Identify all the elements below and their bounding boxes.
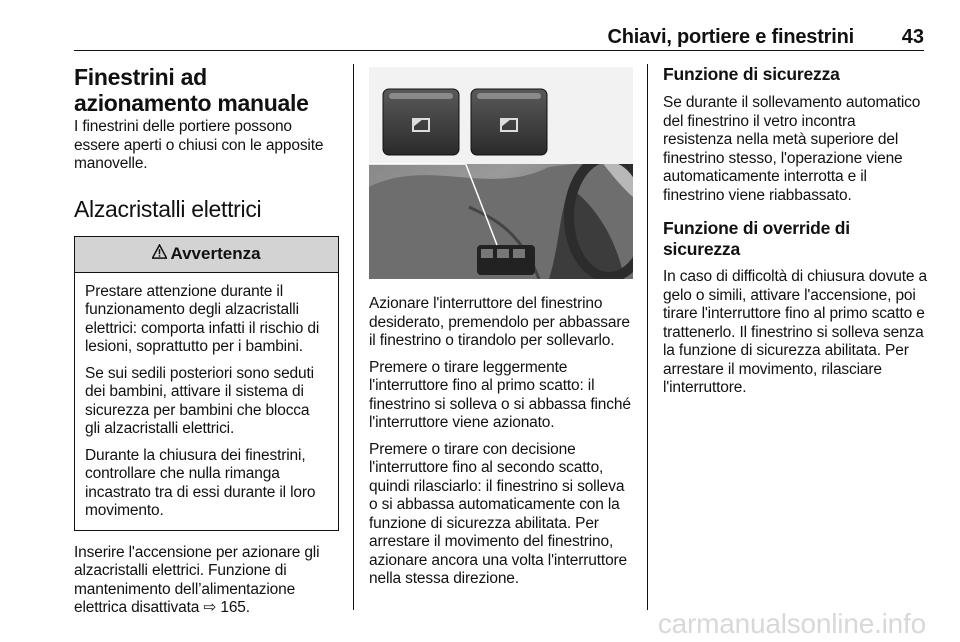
watermark: carmanualsonline.info — [657, 608, 926, 639]
section-heading-power-windows: Alzacristalli elettrici — [74, 195, 262, 222]
section-heading-safety-override: Funzione di override di sicurezza — [663, 218, 850, 259]
warning-paragraph: Se sui sedili posteriori sono seduti dei bambini, attivare il sistema di sicurezza per bambini che blocca gli alzacristalli elettrici. — [85, 364, 314, 437]
body-paragraph: Azionare l'interruttore del finestrino desiderato, premendolo per abbassare il finestrino o tirandolo per sollevarlo. — [369, 295, 630, 349]
body-paragraph: Premere o tirare leggermente l'interruttore fino al primo scatto: il finestrino si solleva o si abbassa finché l'interruttore viene azionato. — [369, 358, 631, 431]
column-left — [74, 64, 339, 618]
warning-header — [75, 237, 338, 273]
column-divider — [647, 64, 648, 610]
column-divider — [353, 64, 354, 610]
column-right — [663, 64, 927, 398]
body-paragraph: Premere o tirare con decisione l'interruttore fino al secondo scatto, quindi rilasciarlo: il finestrino si solleva o si abbassa automaticamente con la funzione di sicurezza abilitata. Per arrestare il movimento del finestrino, azionare ancora una volta l'interruttore nella stessa direzione. — [369, 440, 628, 587]
section-heading-safety-function: Funzione di sicurezza — [663, 64, 840, 84]
header-title: Chiavi, portiere e finestrini — [607, 26, 854, 48]
warning-triangle-icon — [152, 244, 167, 264]
window-switch-photo — [369, 67, 633, 279]
header-rule — [74, 50, 924, 51]
section-heading-manual-windows: Finestrini ad azionamento manuale — [74, 64, 309, 116]
warning-title: Avvertenza — [170, 244, 261, 263]
warning-paragraph: Prestare attenzione durante il funzionamento degli alzacristalli elettrici: comporta infatti il rischio di lesioni, soprattutto per i bambini. — [85, 282, 320, 355]
body-paragraph: Se durante il sollevamento automatico del finestrino il vetro incontra resistenza nella metà superiore del finestrino stesso, l'operazione viene automaticamente interrotta e il finestrino viene riabbassato. — [663, 94, 921, 204]
warning-paragraph: Durante la chiusura dei finestrini, controllare che nulla rimanga incastrato tra di essi durante il loro movimento. — [85, 446, 316, 519]
page-header — [74, 26, 924, 50]
warning-body — [75, 273, 338, 530]
body-paragraph: In caso di difficoltà di chiusura dovute a gelo o simili, attivare l'accensione, poi tirare l'interruttore fino al primo scatto e trattenerlo. Il finestrino si solleva senza la funzione di sicurezza abilitata. Per arrestare il movimento, rilasciare l'interruttore. — [663, 268, 927, 396]
intro-paragraph: I finestrini delle portiere possono essere aperti o chiusi con le apposite manovelle. — [74, 118, 324, 172]
body-paragraph: Inserire l'accensione per azionare gli alzacristalli elettrici. Funzione di mantenimento dell’alimentazione elettrica disattivata ⇨ 165. — [74, 543, 320, 616]
page-number: 43 — [901, 26, 924, 48]
column-middle — [369, 64, 633, 589]
warning-box — [74, 236, 339, 531]
